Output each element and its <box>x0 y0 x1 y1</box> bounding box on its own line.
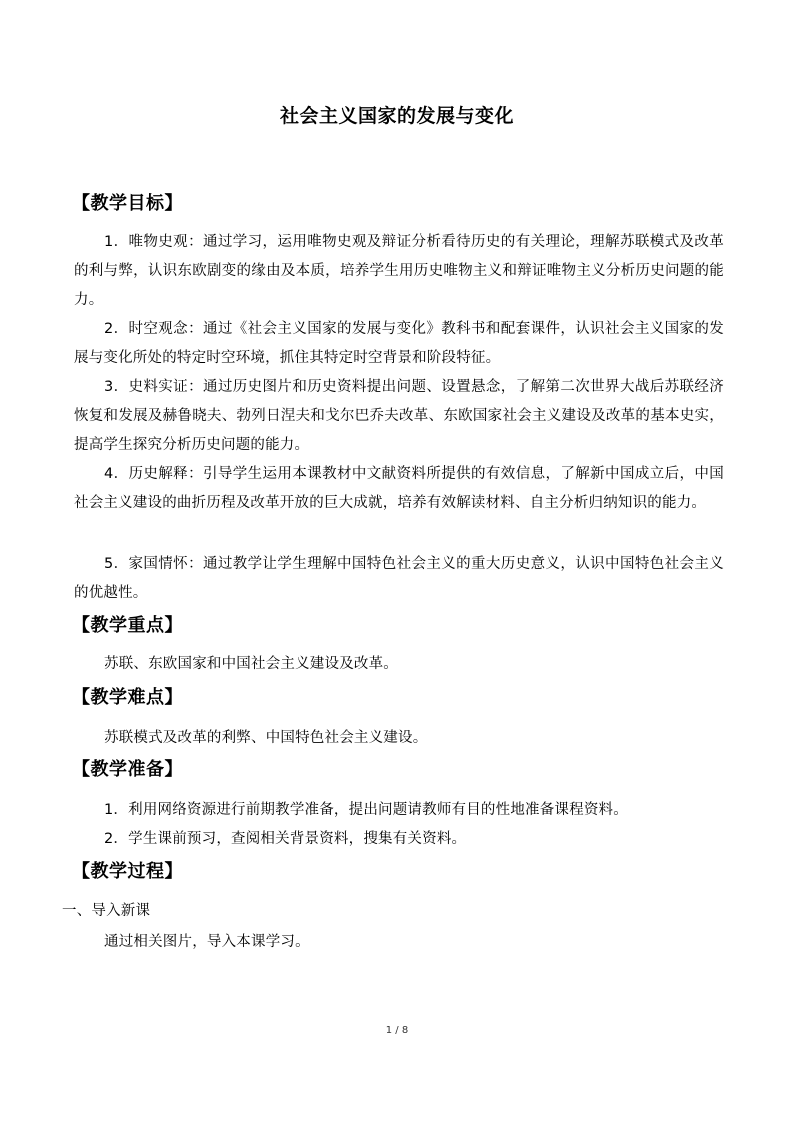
objective-item-4: 4．历史解释：引导学生运用本课教材中文献资料所提供的有效信息，了解新中国成立后，中国社会主义建设的曲折历程及改革开放的巨大成就，培养有效解读材料、自主分析归纳知识的能力。 <box>74 466 724 511</box>
heading-objectives: 【教学目标】 <box>72 193 183 214</box>
heading-process: 【教学过程】 <box>72 861 183 882</box>
process-step-text: 通过相关图片，导入本课学习。 <box>104 934 310 950</box>
heading-key-points: 【教学重点】 <box>72 615 183 636</box>
key-points-text: 苏联、东欧国家和中国社会主义建设及改革。 <box>104 656 398 672</box>
difficulties-text: 苏联模式及改革的利弊、中国特色社会主义建设。 <box>104 730 428 746</box>
page-number: 1 / 8 <box>385 1025 409 1036</box>
heading-difficulties: 【教学难点】 <box>72 687 183 708</box>
objective-item-3: 3．史料实证：通过历史图片和历史资料提出问题、设置悬念，了解第二次世界大战后苏联经济恢复和发展及赫鲁晓夫、勃列日涅夫和戈尔巴乔夫改革、东欧国家社会主义建设及改革的基本史实，提高学生探究分析历史问题的能力。 <box>74 379 724 453</box>
objective-item-1: 1．唯物史观：通过学习，运用唯物史观及辩证分析看待历史的有关理论，理解苏联模式及改革的利与弊，认识东欧剧变的缘由及本质，培养学生用历史唯物主义和辩证唯物主义分析历史问题的能力。 <box>74 234 724 308</box>
document-title: 社会主义国家的发展与变化 <box>279 105 514 127</box>
process-step-title: 一、导入新课 <box>62 903 151 919</box>
heading-preparation: 【教学准备】 <box>72 759 183 780</box>
objective-item-2: 2．时空观念：通过《社会主义国家的发展与变化》教科书和配套课件，认识社会主义国家的发展与变化所处的特定时空环境，抓住其特定时空背景和阶段特征。 <box>74 321 724 366</box>
objective-item-5: 5．家国情怀：通过教学让学生理解中国特色社会主义的重大历史意义，认识中国特色社会主义的优越性。 <box>74 556 724 601</box>
preparation-item-1: 1．利用网络资源进行前期教学准备，提出问题请教师有目的性地准备课程资料。 <box>104 802 628 818</box>
preparation-item-2: 2．学生课前预习，查阅相关背景资料，搜集有关资料。 <box>104 831 467 847</box>
